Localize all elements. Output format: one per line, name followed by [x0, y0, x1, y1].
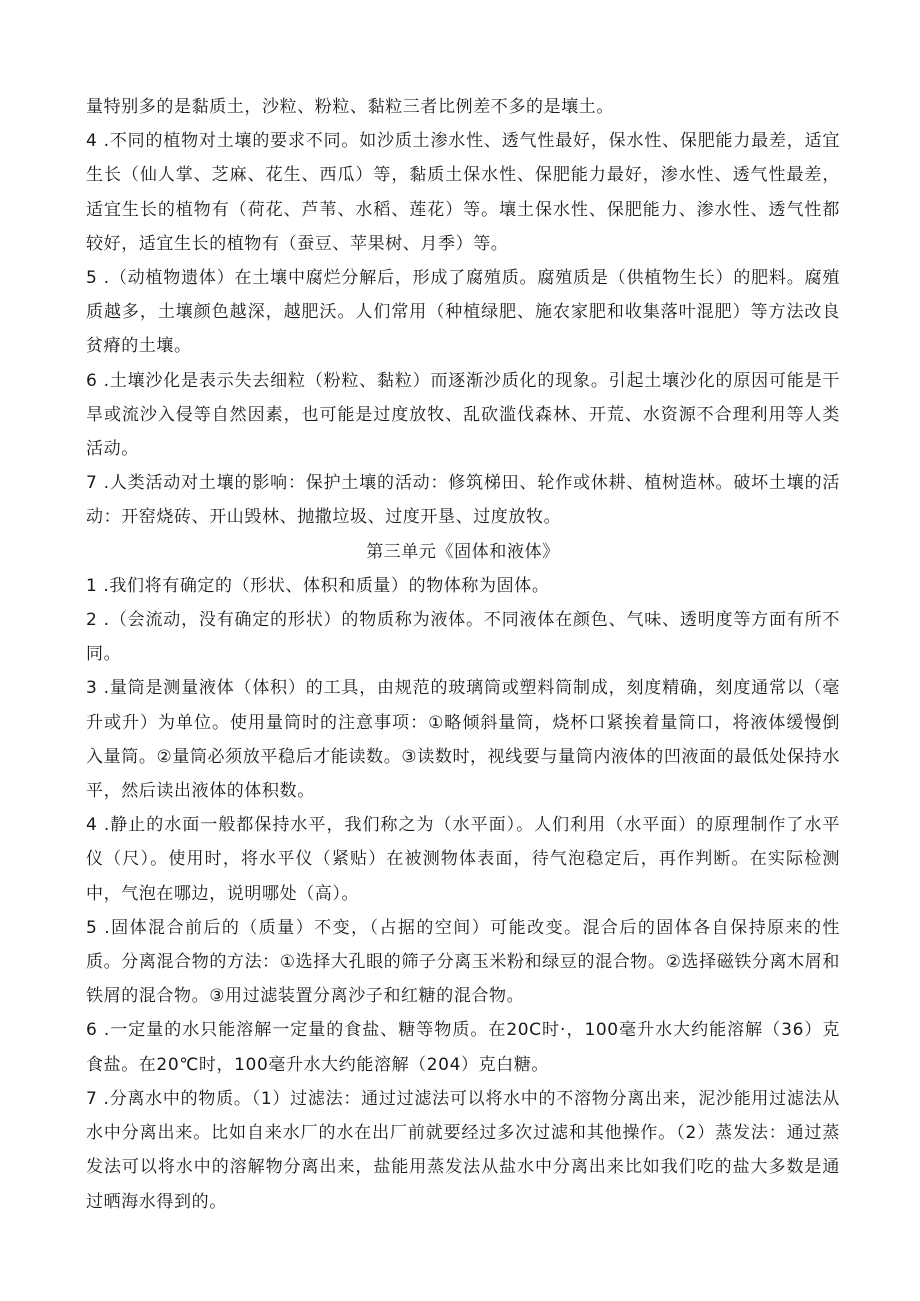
- paragraph-item-4-plants-soil: 4 .不同的植物对土壤的要求不同。如沙质土渗水性、透气性最好，保水性、保肥能力最差，适宜生长（仙人掌、芝麻、花生、西瓜）等，黏质土保水性、保肥能力最好，渗水性、透气性最差，适宜生长的植物有（荷花、芦苇、水稻、莲花）等。壤土保水性、保肥能力、渗水性、透气性都较好，适宜生长的植物有（蚕豆、苹果树、月季）等。: [86, 131, 840, 254]
- unit-3-heading: 第三单元《固体和液体》: [366, 541, 560, 562]
- paragraph-item-5-humus: 5 .（动植物遗体）在土壤中腐烂分解后，形成了腐殖质。腐殖质是（供植物生长）的肥料。腐殖质越多，土壤颜色越深，越肥沃。人们常用（种植绿肥、施农家肥和收集落叶混肥）等方法改良贫瘠的土壤。: [86, 268, 840, 357]
- paragraph-item-7-human-activity: 7 .人类活动对土壤的影响：保护土壤的活动：修筑梯田、轮作或休耕、植树造林。破坏土壤的活动：开窑烧砖、开山毁林、抛撒垃圾、过度开垦、过度放牧。: [86, 473, 840, 528]
- paragraph-item-2-liquids: 2 .（会流动，没有确定的形状）的物质称为液体。不同液体在颜色、气味、透明度等方面有所不同。: [86, 610, 840, 665]
- paragraph-item-4-level: 4 .静止的水面一般都保持水平，我们称之为（水平面）。人们利用（水平面）的原理制作了水平仪（尺）。使用时，将水平仪（紧贴）在被测物体表面，待气泡稳定后，再作判断。在实际检测中，气泡在哪边，说明哪处（高）。: [86, 815, 840, 904]
- paragraph-item-1-solids: 1 .我们将有确定的（形状、体积和质量）的物体称为固体。: [86, 575, 550, 596]
- paragraph-item-3-graduated-cylinder: 3 .量筒是测量液体（体积）的工具，由规范的玻璃筒或塑料筒制成，刻度精确，刻度通常以（毫升或升）为单位。使用量筒时的注意事项：①略倾斜量筒，烧杯口紧挨着量筒口，将液体缓慢倒入量筒。②量筒必须放平稳后才能读数。③读数时，视线要与量筒内液体的凹液面的最低处保持水平，然后读出液体的体积数。: [86, 678, 840, 802]
- paragraph-item-6-desertification: 6 .土壤沙化是表示失去细粒（粉粒、黏粒）而逐渐沙质化的现象。引起土壤沙化的原因可能是干旱或流沙入侵等自然因素，也可能是过度放牧、乱砍滥伐森林、开荒、水资源不合理利用等人类活动。: [86, 370, 840, 460]
- document-page: [86, 90, 840, 1219]
- paragraph-item-7-separation: 7 .分离水中的物质。（1）过滤法：通过过滤法可以将水中的不溶物分离出来，泥沙能用过滤法从水中分离出来。比如自来水厂的水在出厂前就要经过多次过滤和其他操作。（2）蒸发法：通过蒸发法可以将水中的溶解物分离出来，盐能用蒸发法从盐水中分离出来比如我们吃的盐大多数是通过晒海水得到的。: [86, 1088, 840, 1212]
- paragraph-soil-types-end: 量特别多的是黏质土，沙粒、粉粒、黏粒三者比例差不多的是壤土。: [86, 97, 614, 117]
- paragraph-item-5-mixtures: 5 .固体混合前后的（质量）不变，（占据的空间）可能改变。混合后的固体各自保持原来的性质。分离混合物的方法：①选择大孔眼的筛子分离玉米粉和绿豆的混合物。②选择磁铁分离木屑和铁屑的混合物。③用过滤装置分离沙子和红糖的混合物。: [86, 917, 840, 1007]
- paragraph-item-6-dissolving: 6 .一定量的水只能溶解一定量的食盐、糖等物质。在20C时·，100毫升水大约能溶解（36）克食盐。在20℃时，100毫升水大约能溶解（204）克白糖。: [86, 1020, 840, 1075]
